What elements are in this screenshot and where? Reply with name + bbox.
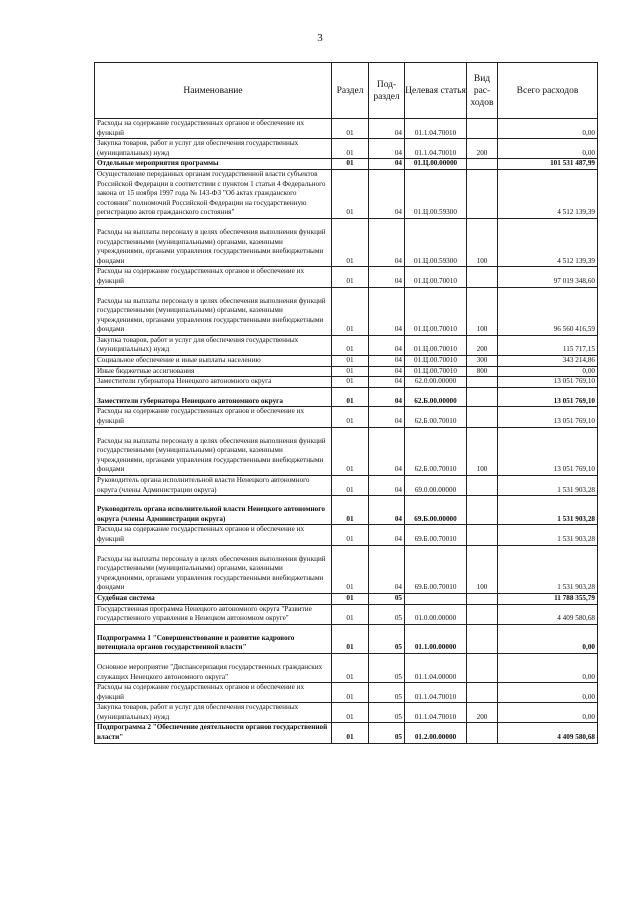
row-subsection: 04 — [369, 335, 405, 355]
row-section: 01 — [332, 287, 369, 335]
row-total: 0,00 — [498, 653, 598, 682]
row-subsection: 04 — [369, 169, 405, 218]
row-section: 01 — [332, 496, 369, 525]
row-name: Руководитель органа исполнительной власти Ненецкого автономного округа (члены Администрации округа) — [95, 476, 332, 496]
row-subsection: 04 — [369, 159, 405, 170]
row-section: 01 — [332, 703, 369, 723]
row-target: 01.1.04.70010 — [405, 119, 467, 139]
row-name: Закупка товаров, работ и услуг для обеспечения государственных (муниципальных) нужд — [95, 703, 332, 723]
row-total: 1 531 903,28 — [498, 476, 598, 496]
table-row — [95, 723, 598, 743]
row-target: 01.0.00.00000 — [405, 604, 467, 624]
row-name: Основное мероприятие "Диспансеризация государственных гражданских служащих Ненецкого автономного округа" — [95, 653, 332, 682]
row-target: 01.Ц.00.59300 — [405, 218, 467, 266]
row-expense-type — [467, 387, 498, 407]
row-expense-type — [467, 604, 498, 624]
table-row — [95, 366, 598, 377]
row-expense-type — [467, 624, 498, 653]
row-subsection: 04 — [369, 545, 405, 593]
row-name: Расходы на содержание государственных органов и обеспечение их функций — [95, 683, 332, 703]
row-expense-type: 300 — [467, 356, 498, 367]
row-total: 11 788 355,79 — [498, 593, 598, 604]
row-expense-type — [467, 653, 498, 682]
page-number: 3 — [317, 32, 323, 44]
header-name: Наименование — [95, 63, 332, 119]
row-section: 01 — [332, 545, 369, 593]
row-section: 01 — [332, 427, 369, 475]
row-expense-type — [467, 119, 498, 139]
row-total: 1 531 903,28 — [498, 545, 598, 593]
row-target: 69.Б.00.00000 — [405, 496, 467, 525]
row-name: Закупка товаров, работ и услуг для обеспечения государственных (муниципальных) нужд — [95, 335, 332, 355]
row-expense-type — [467, 407, 498, 427]
row-section: 01 — [332, 624, 369, 653]
table-row — [95, 407, 598, 427]
table-row — [95, 377, 598, 388]
row-name: Расходы на содержание государственных органов и обеспечение их функций — [95, 407, 332, 427]
row-section: 01 — [332, 604, 369, 624]
row-expense-type: 100 — [467, 287, 498, 335]
row-total: 96 560 416,59 — [498, 287, 598, 335]
row-section: 01 — [332, 476, 369, 496]
row-total: 13 051 769,10 — [498, 427, 598, 475]
row-subsection: 04 — [369, 139, 405, 159]
row-expense-type — [467, 476, 498, 496]
row-section: 01 — [332, 593, 369, 604]
row-target: 01.1.04.70010 — [405, 683, 467, 703]
row-target: 01.Ц.00.70010 — [405, 335, 467, 355]
row-target: 62.0.00.00000 — [405, 377, 467, 388]
row-total: 4 409 580,68 — [498, 604, 598, 624]
table-row — [95, 267, 598, 287]
row-total: 343 214,86 — [498, 356, 598, 367]
row-name: Социальное обеспечение и иные выплаты населению — [95, 356, 332, 367]
table-row — [95, 653, 598, 682]
table-row — [95, 496, 598, 525]
row-total: 101 531 487,99 — [498, 159, 598, 170]
row-target: 62.Б.00.70010 — [405, 407, 467, 427]
row-target — [405, 593, 467, 604]
table-row — [95, 139, 598, 159]
row-name: Государственная программа Ненецкого автономного округа "Развитие государственного управления в Ненецком автономном округе" — [95, 604, 332, 624]
row-name: Иные бюджетные ассигнования — [95, 366, 332, 377]
row-name: Расходы на содержание государственных органов и обеспечение их функций — [95, 525, 332, 545]
row-name: Подпрограмма 1 "Совершенствование и развитие кадрового потенциала органов государственной власти" — [95, 624, 332, 653]
row-total: 13 051 769,10 — [498, 377, 598, 388]
row-subsection: 04 — [369, 366, 405, 377]
row-target: 01.1.04.70010 — [405, 703, 467, 723]
row-name: Расходы на содержание государственных органов и обеспечение их функций — [95, 119, 332, 139]
row-subsection: 05 — [369, 624, 405, 653]
row-section: 01 — [332, 407, 369, 427]
row-name: Закупка товаров, работ и услуг для обеспечения государственных (муниципальных) нужд — [95, 139, 332, 159]
row-subsection: 04 — [369, 496, 405, 525]
table-row — [95, 119, 598, 139]
row-expense-type: 200 — [467, 335, 498, 355]
table-row — [95, 356, 598, 367]
row-name: Осуществление переданных органам государственной власти субъектов Российской Федерации в соответствии с пунктом 1 статьи 4 Федерального закона от 15 ноября 1997 года № 143-ФЗ "Об актах гражданского состояния" полномочий Российской Федерации на государственную регистрацию актов гражданского состояния" — [95, 169, 332, 218]
row-target: 01.1.04.00000 — [405, 653, 467, 682]
row-target: 01.1.04.70010 — [405, 139, 467, 159]
row-section: 01 — [332, 723, 369, 743]
row-target: 01.2.00.00000 — [405, 723, 467, 743]
row-expense-type — [467, 593, 498, 604]
row-expense-type — [467, 723, 498, 743]
row-target: 01.Ц.00.00000 — [405, 159, 467, 170]
row-total: 0,00 — [498, 139, 598, 159]
row-target: 01.1.00.00000 — [405, 624, 467, 653]
row-name: Расходы на выплаты персоналу в целях обеспечения выполнения функций государственными (муниципальными) органами, казенными учреждениями, органами управления государственными внебюджетными фондами — [95, 427, 332, 475]
row-section: 01 — [332, 377, 369, 388]
row-subsection: 04 — [369, 387, 405, 407]
row-target: 01.Ц.00.70010 — [405, 366, 467, 377]
header-target: Целевая статья — [405, 63, 467, 119]
row-section: 01 — [332, 335, 369, 355]
row-target: 01.Ц.00.59300 — [405, 169, 467, 218]
row-subsection: 04 — [369, 525, 405, 545]
row-name: Расходы на содержание государственных органов и обеспечение их функций — [95, 267, 332, 287]
row-target: 69.Б.00.70010 — [405, 525, 467, 545]
row-total: 4 409 580,68 — [498, 723, 598, 743]
row-expense-type: 100 — [467, 427, 498, 475]
row-section: 01 — [332, 683, 369, 703]
row-expense-type — [467, 159, 498, 170]
row-total: 97 019 348,60 — [498, 267, 598, 287]
row-expense-type: 200 — [467, 139, 498, 159]
row-target: 69.0.00.00000 — [405, 476, 467, 496]
row-total: 1 531 903,28 — [498, 496, 598, 525]
row-section: 01 — [332, 119, 369, 139]
row-expense-type — [467, 377, 498, 388]
row-target: 01.Ц.00.70010 — [405, 356, 467, 367]
row-total: 13 051 769,10 — [498, 387, 598, 407]
table-row — [95, 335, 598, 355]
row-section: 01 — [332, 653, 369, 682]
table-body — [95, 119, 598, 744]
budget-table — [94, 62, 598, 744]
row-total: 0,00 — [498, 703, 598, 723]
row-subsection: 04 — [369, 218, 405, 266]
row-name: Расходы на выплаты персоналу в целях обеспечения выполнения функций государственными (муниципальными) органами, казенными учреждениями, органами управления государственными внебюджетными фондами — [95, 545, 332, 593]
row-name: Заместители губернатора Ненецкого автономного округа — [95, 387, 332, 407]
header-total: Всего расходов — [498, 63, 598, 119]
row-subsection: 04 — [369, 267, 405, 287]
row-total: 0,00 — [498, 366, 598, 377]
row-expense-type — [467, 169, 498, 218]
row-total: 0,00 — [498, 683, 598, 703]
row-total: 1 531 903,28 — [498, 525, 598, 545]
row-target: 01.Ц.00.70010 — [405, 267, 467, 287]
row-name: Расходы на выплаты персоналу в целях обеспечения выполнения функций государственными (муниципальными) органами, казенными учреждениями, органами управления государственными внебюджетными фондами — [95, 218, 332, 266]
table-row — [95, 683, 598, 703]
row-subsection: 05 — [369, 723, 405, 743]
row-subsection: 05 — [369, 593, 405, 604]
row-section: 01 — [332, 356, 369, 367]
table-row — [95, 545, 598, 593]
table-row — [95, 387, 598, 407]
row-total: 4 512 139,39 — [498, 218, 598, 266]
row-expense-type — [467, 525, 498, 545]
row-section: 01 — [332, 218, 369, 266]
row-section: 01 — [332, 169, 369, 218]
row-target: 62.Б.00.70010 — [405, 427, 467, 475]
row-total: 0,00 — [498, 624, 598, 653]
row-total: 115 717,15 — [498, 335, 598, 355]
row-expense-type: 200 — [467, 703, 498, 723]
row-section: 01 — [332, 267, 369, 287]
row-expense-type: 100 — [467, 545, 498, 593]
row-section: 01 — [332, 139, 369, 159]
row-subsection: 04 — [369, 407, 405, 427]
table-row — [95, 525, 598, 545]
row-total: 4 512 139,39 — [498, 169, 598, 218]
row-section: 01 — [332, 159, 369, 170]
table-row — [95, 218, 598, 266]
table-row — [95, 624, 598, 653]
table-row — [95, 476, 598, 496]
table-row — [95, 427, 598, 475]
row-subsection: 04 — [369, 119, 405, 139]
row-section: 01 — [332, 525, 369, 545]
row-target: 69.Б.00.70010 — [405, 545, 467, 593]
row-total: 13 051 769,10 — [498, 407, 598, 427]
header-subsection: Под-раздел — [369, 63, 405, 119]
table-row — [95, 703, 598, 723]
row-name: Судебная система — [95, 593, 332, 604]
row-target: 62.Б.00.00000 — [405, 387, 467, 407]
row-subsection: 04 — [369, 427, 405, 475]
header-section: Раздел — [332, 63, 369, 119]
row-name: Расходы на выплаты персоналу в целях обеспечения выполнения функций государственными (муниципальными) органами, казенными учреждениями, органами управления государственными внебюджетными фондами — [95, 287, 332, 335]
row-name: Руководитель органа исполнительной власти Ненецкого автономного округа (члены Администрации округа) — [95, 496, 332, 525]
row-subsection: 05 — [369, 683, 405, 703]
row-subsection: 05 — [369, 604, 405, 624]
row-expense-type — [467, 267, 498, 287]
table-row — [95, 287, 598, 335]
row-expense-type — [467, 496, 498, 525]
row-expense-type: 100 — [467, 218, 498, 266]
row-expense-type — [467, 683, 498, 703]
row-target: 01.Ц.00.70010 — [405, 287, 467, 335]
table-header-row — [95, 63, 598, 119]
row-subsection: 05 — [369, 703, 405, 723]
row-total: 0,00 — [498, 119, 598, 139]
table-row — [95, 593, 598, 604]
row-name: Заместители губернатора Ненецкого автономного округа — [95, 377, 332, 388]
row-subsection: 05 — [369, 653, 405, 682]
table-row — [95, 604, 598, 624]
row-subsection: 04 — [369, 377, 405, 388]
row-name: Отдельные мероприятия программы — [95, 159, 332, 170]
row-section: 01 — [332, 387, 369, 407]
row-subsection: 04 — [369, 476, 405, 496]
table-row — [95, 159, 598, 170]
row-subsection: 04 — [369, 287, 405, 335]
row-section: 01 — [332, 366, 369, 377]
table-row — [95, 169, 598, 218]
row-expense-type: 800 — [467, 366, 498, 377]
header-expense-type: Вид рас-ходов — [467, 63, 498, 119]
row-name: Подпрограмма 2 "Обеспечение деятельности органов государственной власти" — [95, 723, 332, 743]
row-subsection: 04 — [369, 356, 405, 367]
